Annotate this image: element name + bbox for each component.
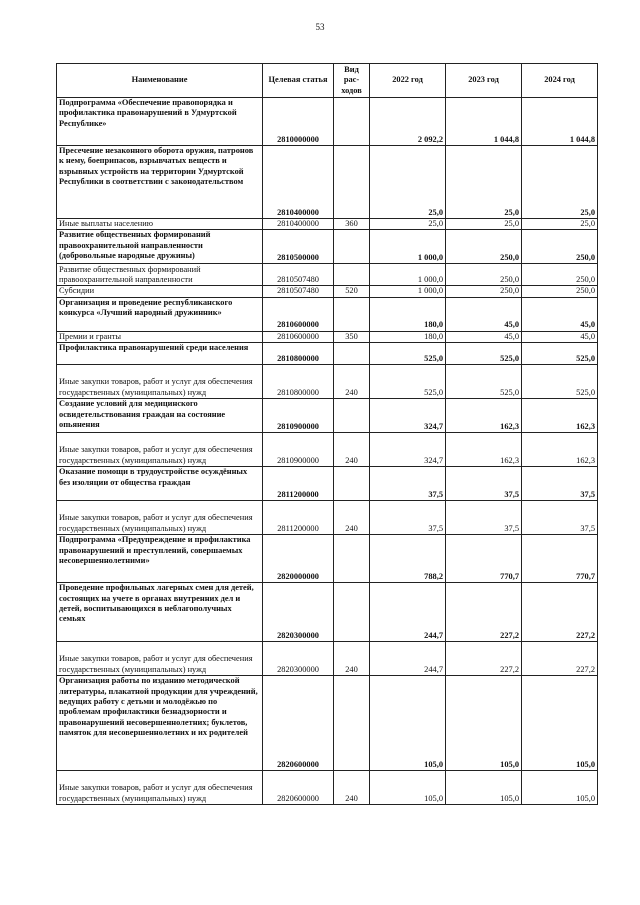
row-target-article: 2811200000 [263, 501, 334, 535]
row-value-2024: 525,0 [522, 365, 598, 399]
row-expense-type: 240 [334, 771, 370, 805]
row-value-2024: 105,0 [522, 676, 598, 771]
row-expense-type [334, 467, 370, 501]
row-name: Развитие общественных формирований правоохранительной направленности [57, 264, 263, 286]
row-value-2024: 37,5 [522, 501, 598, 535]
row-value-2023: 162,3 [446, 433, 522, 467]
header-2024: 2024 год [522, 64, 598, 98]
table-row [57, 365, 598, 399]
row-target-article: 2810600000 [263, 297, 334, 331]
row-value-2023: 45,0 [446, 297, 522, 331]
row-value-2023: 250,0 [446, 264, 522, 286]
row-value-2023: 45,0 [446, 331, 522, 342]
row-value-2022: 25,0 [370, 146, 446, 219]
row-name: Субсидии [57, 286, 263, 297]
row-target-article: 2810000000 [263, 98, 334, 146]
row-value-2024: 162,3 [522, 433, 598, 467]
row-name: Иные закупки товаров, работ и услуг для обеспечения государственных (муниципальных) нужд [57, 771, 263, 805]
row-expense-type [334, 297, 370, 331]
row-value-2023: 105,0 [446, 771, 522, 805]
row-value-2022: 105,0 [370, 676, 446, 771]
table-row [57, 467, 598, 501]
row-value-2024: 227,2 [522, 642, 598, 676]
row-value-2022: 244,7 [370, 642, 446, 676]
row-expense-type: 360 [334, 219, 370, 230]
table-row [57, 230, 598, 264]
table-row [57, 501, 598, 535]
row-value-2024: 770,7 [522, 535, 598, 583]
row-name: Создание условий для медицинского освидетельствования граждан на состояние опьянения [57, 399, 263, 433]
row-target-article: 2810900000 [263, 399, 334, 433]
row-value-2022: 25,0 [370, 219, 446, 230]
row-value-2024: 162,3 [522, 399, 598, 433]
row-expense-type: 240 [334, 433, 370, 467]
header-2023: 2023 год [446, 64, 522, 98]
row-target-article: 2810900000 [263, 433, 334, 467]
row-target-article: 2820300000 [263, 583, 334, 642]
row-target-article: 2810500000 [263, 230, 334, 264]
row-expense-type [334, 264, 370, 286]
row-expense-type: 350 [334, 331, 370, 342]
row-target-article: 2810400000 [263, 146, 334, 219]
row-value-2023: 250,0 [446, 230, 522, 264]
row-value-2022: 525,0 [370, 365, 446, 399]
table-row [57, 98, 598, 146]
table-header-row [57, 64, 598, 98]
table-row [57, 264, 598, 286]
row-value-2023: 162,3 [446, 399, 522, 433]
row-value-2024: 25,0 [522, 146, 598, 219]
row-name: Проведение профильных лагерных смен для детей, состоящих на учете в органах внутренних дел и детей, воспитывающихся в неблагополучных семьях [57, 583, 263, 642]
row-name: Пресечение незаконного оборота оружия, патронов к нему, боеприпасов, взрывчатых веществ и взрывных устройств на территории Удмуртской Республики в соответствии с законодательством [57, 146, 263, 219]
row-value-2022: 2 092,2 [370, 98, 446, 146]
row-value-2023: 525,0 [446, 365, 522, 399]
row-name: Иные закупки товаров, работ и услуг для обеспечения государственных (муниципальных) нужд [57, 642, 263, 676]
row-name: Иные выплаты населению [57, 219, 263, 230]
row-value-2022: 244,7 [370, 583, 446, 642]
row-value-2023: 105,0 [446, 676, 522, 771]
row-value-2024: 37,5 [522, 467, 598, 501]
table-row [57, 146, 598, 219]
row-value-2023: 227,2 [446, 642, 522, 676]
row-target-article: 2820000000 [263, 535, 334, 583]
row-target-article: 2810800000 [263, 343, 334, 365]
row-value-2022: 324,7 [370, 399, 446, 433]
table-row [57, 583, 598, 642]
row-value-2022: 1 000,0 [370, 286, 446, 297]
row-value-2024: 45,0 [522, 297, 598, 331]
row-target-article: 2811200000 [263, 467, 334, 501]
row-name: Организация и проведение республиканского конкурса «Лучший народный дружинник» [57, 297, 263, 331]
row-target-article: 2820300000 [263, 642, 334, 676]
header-name: Наименование [57, 64, 263, 98]
row-target-article: 2820600000 [263, 676, 334, 771]
header-expense-type: Вид рас-ходов [334, 64, 370, 98]
row-expense-type [334, 98, 370, 146]
header-target-article: Целевая статья [263, 64, 334, 98]
row-name: Иные закупки товаров, работ и услуг для обеспечения государственных (муниципальных) нужд [57, 433, 263, 467]
row-expense-type [334, 230, 370, 264]
row-target-article: 2810600000 [263, 331, 334, 342]
row-expense-type [334, 343, 370, 365]
table-row [57, 399, 598, 433]
row-value-2022: 37,5 [370, 501, 446, 535]
row-value-2023: 25,0 [446, 146, 522, 219]
row-value-2024: 45,0 [522, 331, 598, 342]
row-expense-type [334, 676, 370, 771]
row-value-2023: 525,0 [446, 343, 522, 365]
row-value-2024: 250,0 [522, 264, 598, 286]
row-value-2024: 250,0 [522, 286, 598, 297]
table-row [57, 535, 598, 583]
row-name: Оказание помощи в трудоустройстве осуждённых без изоляции от общества граждан [57, 467, 263, 501]
row-value-2022: 324,7 [370, 433, 446, 467]
row-expense-type [334, 146, 370, 219]
table-row [57, 433, 598, 467]
row-name: Премии и гранты [57, 331, 263, 342]
row-name: Подпрограмма «Обеспечение правопорядка и профилактика правонарушений в Удмуртской Республике» [57, 98, 263, 146]
table-row [57, 286, 598, 297]
row-value-2023: 1 044,8 [446, 98, 522, 146]
table-row [57, 642, 598, 676]
row-name: Профилактика правонарушений среди населения [57, 343, 263, 365]
table-body [57, 98, 598, 805]
row-target-article: 2810507480 [263, 264, 334, 286]
row-value-2022: 788,2 [370, 535, 446, 583]
table-row [57, 676, 598, 771]
row-name: Развитие общественных формирований правоохранительной направленности (добровольные народные дружины) [57, 230, 263, 264]
row-value-2022: 180,0 [370, 297, 446, 331]
row-value-2022: 37,5 [370, 467, 446, 501]
row-expense-type: 240 [334, 642, 370, 676]
row-value-2023: 227,2 [446, 583, 522, 642]
row-value-2022: 180,0 [370, 331, 446, 342]
page-number: 53 [315, 22, 325, 32]
row-expense-type [334, 583, 370, 642]
row-expense-type: 240 [334, 501, 370, 535]
row-name: Подпрограмма «Предупреждение и профилактика правонарушений и преступлений, совершаемых несовершеннолетними» [57, 535, 263, 583]
row-value-2023: 37,5 [446, 467, 522, 501]
row-name: Иные закупки товаров, работ и услуг для обеспечения государственных (муниципальных) нужд [57, 501, 263, 535]
table-row [57, 297, 598, 331]
row-expense-type [334, 535, 370, 583]
row-target-article: 2820600000 [263, 771, 334, 805]
row-value-2024: 227,2 [522, 583, 598, 642]
row-value-2023: 250,0 [446, 286, 522, 297]
row-target-article: 2810400000 [263, 219, 334, 230]
row-value-2024: 105,0 [522, 771, 598, 805]
row-expense-type: 520 [334, 286, 370, 297]
row-value-2024: 1 044,8 [522, 98, 598, 146]
row-value-2024: 25,0 [522, 219, 598, 230]
row-value-2022: 525,0 [370, 343, 446, 365]
row-value-2023: 25,0 [446, 219, 522, 230]
row-value-2022: 1 000,0 [370, 230, 446, 264]
header-2022: 2022 год [370, 64, 446, 98]
budget-table [56, 63, 598, 805]
row-target-article: 2810800000 [263, 365, 334, 399]
row-expense-type [334, 399, 370, 433]
table-row [57, 771, 598, 805]
table-row [57, 343, 598, 365]
row-value-2024: 525,0 [522, 343, 598, 365]
row-target-article: 2810507480 [263, 286, 334, 297]
table-row [57, 331, 598, 342]
row-value-2022: 105,0 [370, 771, 446, 805]
row-name: Организация работы по изданию методической литературы, плакатной продукции для учреждений, ведущих работу с детьми и молодёжью по проблемам профилактики безнадзорности и правонарушений несовершеннолетних; буклетов, памяток для несовершеннолетних и их родителей [57, 676, 263, 771]
row-value-2022: 1 000,0 [370, 264, 446, 286]
row-value-2023: 770,7 [446, 535, 522, 583]
table-row [57, 219, 598, 230]
row-value-2023: 37,5 [446, 501, 522, 535]
row-expense-type: 240 [334, 365, 370, 399]
row-name: Иные закупки товаров, работ и услуг для обеспечения государственных (муниципальных) нужд [57, 365, 263, 399]
row-value-2024: 250,0 [522, 230, 598, 264]
